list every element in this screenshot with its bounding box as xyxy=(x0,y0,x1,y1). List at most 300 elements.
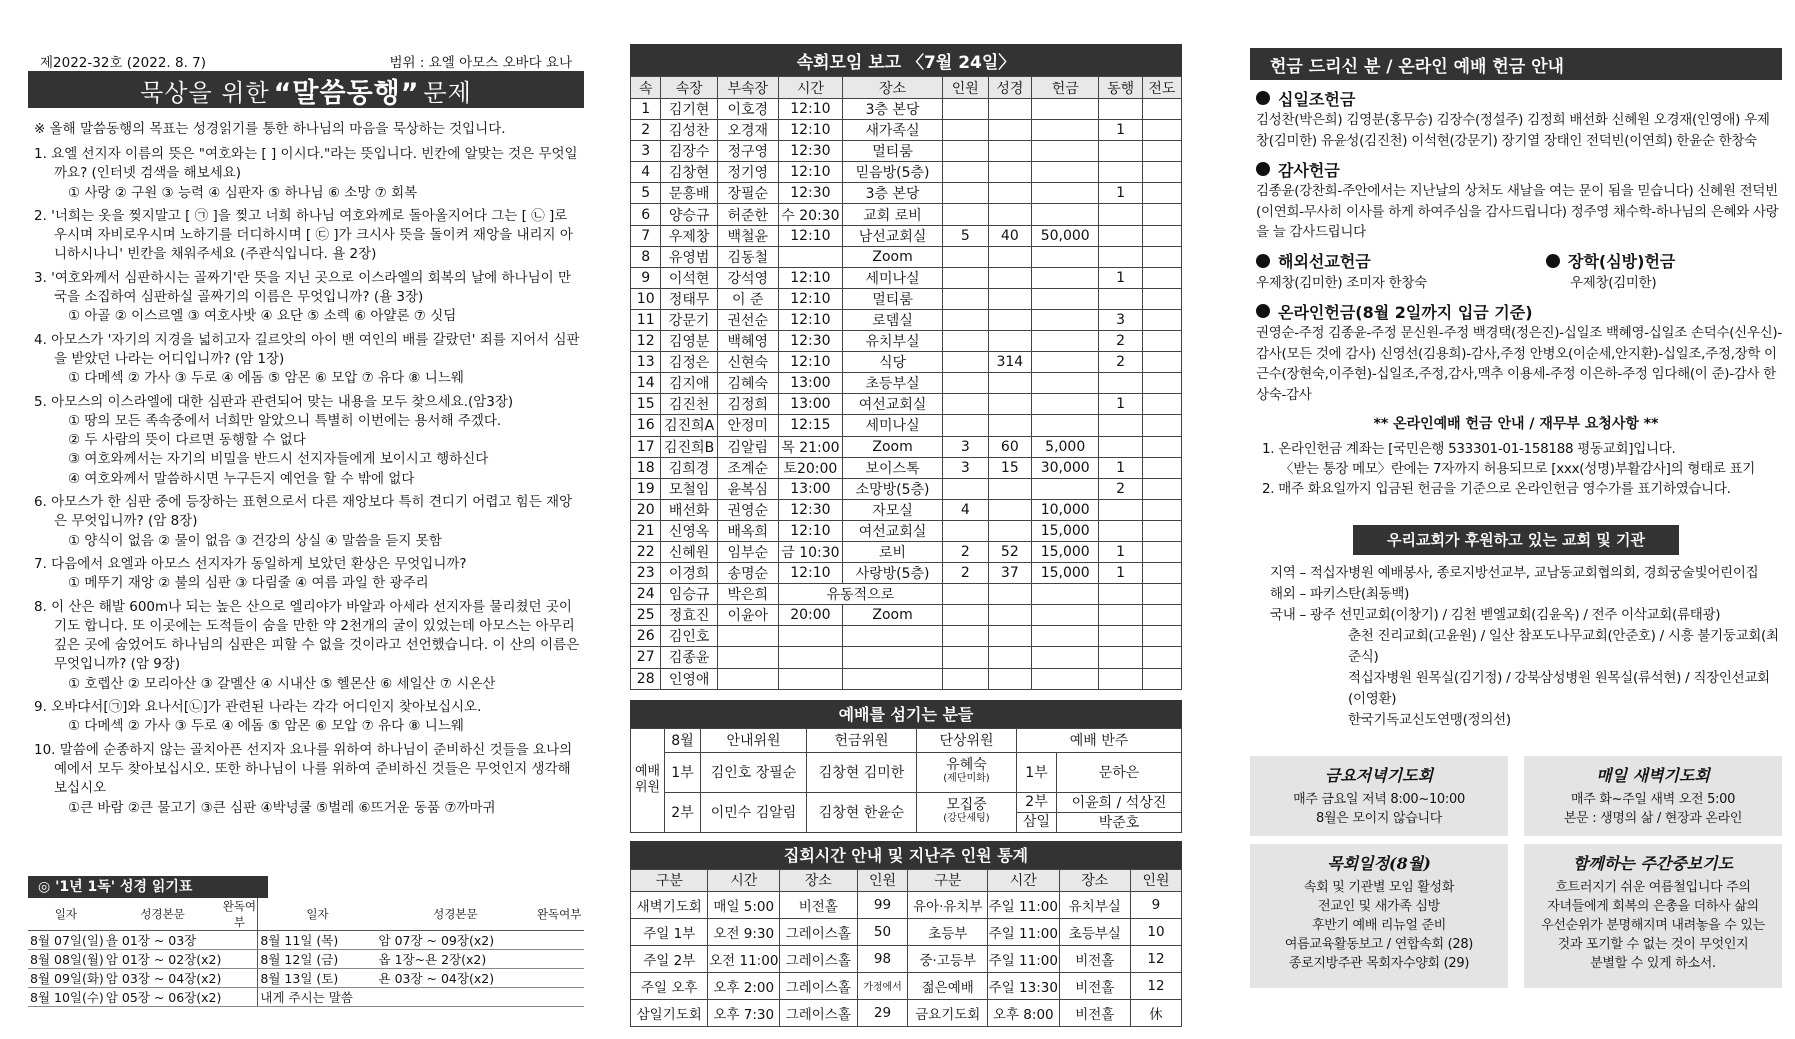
question-7 xyxy=(34,555,580,594)
table-row xyxy=(631,541,1182,562)
meeting-cell: 배옥희 xyxy=(717,520,778,541)
bullet-icon xyxy=(1256,162,1270,176)
issue-number: 제2022-32호 (2022. 8. 7) xyxy=(40,55,207,71)
altar-2: 모집중 (강단세팅) xyxy=(917,792,1017,832)
stats-cell: 젊은예배 xyxy=(908,972,988,999)
meeting-cell xyxy=(943,415,989,436)
stats-cell: 유치부실 xyxy=(1059,891,1130,918)
meeting-cell: 30,000 xyxy=(1032,457,1099,478)
question-1 xyxy=(34,145,580,203)
meeting-cell: 1 xyxy=(1099,394,1142,415)
meeting-header: 부속장 xyxy=(717,77,778,99)
meeting-cell xyxy=(988,183,1031,204)
meeting-cell: 신영옥 xyxy=(661,520,717,541)
meeting-cell: 19 xyxy=(631,478,661,499)
info-box xyxy=(1250,756,1508,836)
online-heading: 온라인헌금(8월 2일까지 입금 기준) xyxy=(1256,299,1782,323)
info-box-title: 금요저녁기도회 xyxy=(1324,766,1434,785)
meeting-cell: 15 xyxy=(631,394,661,415)
meeting-cell: 김알림 xyxy=(717,436,778,457)
question-list xyxy=(28,145,584,818)
meeting-cell: 60 xyxy=(988,436,1031,457)
reading-header: 일자 xyxy=(28,898,104,931)
table-row xyxy=(631,945,1182,972)
meeting-cell xyxy=(943,478,989,499)
meeting-cell: 28 xyxy=(631,668,661,689)
meeting-cell: 정기영 xyxy=(717,162,778,183)
meeting-cell xyxy=(988,120,1031,141)
meeting-cell xyxy=(1032,394,1099,415)
stats-cell: 오후 7:30 xyxy=(708,999,780,1026)
meeting-cell: 1 xyxy=(1099,563,1142,584)
meeting-cell: 12 xyxy=(631,331,661,352)
stats-cell: 주일 오후 xyxy=(631,972,708,999)
info-box-line: 속회 및 기관별 모임 활성화 xyxy=(1303,880,1455,895)
info-box-line: 자녀들에게 회복의 은총을 더하사 삶의 xyxy=(1547,899,1759,914)
reading-cell: 암 03장 ~ 04장(x2) xyxy=(104,969,222,988)
table-row xyxy=(631,436,1182,457)
meeting-cell: 24 xyxy=(631,584,661,605)
stats-cell: 그레이스홀 xyxy=(780,972,857,999)
meeting-cell xyxy=(943,183,989,204)
reading-cell: 8월 12일 (금) xyxy=(258,950,377,969)
meeting-cell: 7 xyxy=(631,225,661,246)
meeting-cell: 2 xyxy=(943,541,989,562)
meeting-cell: 12:10 xyxy=(778,225,842,246)
meeting-cell: 52 xyxy=(988,541,1031,562)
reading-cell: 8월 09일(화) xyxy=(28,969,104,988)
info-box xyxy=(1524,844,1782,988)
meeting-cell: 교회 로비 xyxy=(843,204,943,225)
table-row xyxy=(631,394,1182,415)
reading-cell: 옵 1장~욘 2장(x2) xyxy=(377,950,535,969)
meeting-cell: 11 xyxy=(631,309,661,330)
accomp-label-1: 1부 xyxy=(1017,752,1057,792)
table-row xyxy=(631,584,1182,605)
meeting-cell xyxy=(1099,162,1142,183)
meeting-cell: 김창현 xyxy=(661,162,717,183)
table-row xyxy=(631,331,1182,352)
stats-cell: 초등부실 xyxy=(1059,918,1130,945)
meeting-cell: 17 xyxy=(631,436,661,457)
meeting-cell: 2 xyxy=(1099,331,1142,352)
meeting-cell: 13 xyxy=(631,352,661,373)
meeting-cell: 새가족실 xyxy=(843,120,943,141)
online-notice-1: 1. 온라인헌금 계좌는 [국민은행 533301-01-158188 평동교회]입니다. 〈받는 통장 메모〉란에는 7자까지 허용되므로 [xxx(성명)부활감사]의 형태로 표기 xyxy=(1262,441,1756,477)
meeting-cell: 멀티룸 xyxy=(843,288,943,309)
stats-header: 시간 xyxy=(708,869,780,891)
question-6 xyxy=(34,493,580,551)
meeting-cell xyxy=(1099,499,1142,520)
offering-title: 헌금 드리신 분 / 온라인 예배 헌금 안내 xyxy=(1250,48,1782,80)
table-row xyxy=(631,563,1182,584)
meeting-cell: 유영범 xyxy=(661,246,717,267)
meeting-cell: 12:10 xyxy=(778,120,842,141)
meeting-cell: 강석영 xyxy=(717,267,778,288)
reading-cell xyxy=(221,988,258,1007)
table-row xyxy=(631,225,1182,246)
meeting-cell xyxy=(1142,141,1181,162)
meeting-cell: 김지애 xyxy=(661,373,717,394)
meeting-cell xyxy=(1032,204,1099,225)
meeting-cell xyxy=(1142,352,1181,373)
info-boxes xyxy=(1250,756,1782,988)
issue-header xyxy=(28,50,584,72)
meeting-cell: 여선교회실 xyxy=(843,394,943,415)
meeting-cell xyxy=(943,584,989,605)
info-box-line: 8월은 모이지 않습니다 xyxy=(1316,811,1442,826)
meeting-cell xyxy=(1142,520,1181,541)
meeting-cell xyxy=(988,647,1031,668)
meeting-cell xyxy=(988,99,1031,120)
reading-cell: 암 07장 ~ 09장(x2) xyxy=(377,931,535,950)
meeting-cell xyxy=(988,605,1031,626)
meeting-cell: 4 xyxy=(631,162,661,183)
meeting-cell: 이 준 xyxy=(717,288,778,309)
question-2 xyxy=(34,207,580,265)
meeting-cell xyxy=(1142,162,1181,183)
meeting-cell: 10,000 xyxy=(1032,499,1099,520)
reading-cell: 8월 08일(월) xyxy=(28,950,104,969)
meeting-cell: 김진희B xyxy=(661,436,717,457)
meeting-cell: 김희경 xyxy=(661,457,717,478)
meeting-cell xyxy=(943,309,989,330)
meeting-cell xyxy=(1032,288,1099,309)
meeting-cell: 임부순 xyxy=(717,541,778,562)
meeting-cell xyxy=(1099,584,1142,605)
stats-cell: 가정에서 xyxy=(857,972,908,999)
meeting-cell xyxy=(717,626,778,647)
meeting-cell xyxy=(1032,352,1099,373)
reading-range: 범위 : 요엘 아모스 오바다 요나 xyxy=(389,55,572,71)
meeting-cell: 1 xyxy=(1099,267,1142,288)
stats-cell: 98 xyxy=(857,945,908,972)
meeting-cell xyxy=(943,204,989,225)
meeting-cell xyxy=(778,626,842,647)
meeting-cell xyxy=(1142,288,1181,309)
meeting-cell: 자모실 xyxy=(843,499,943,520)
meeting-cell: 김기현 xyxy=(661,99,717,120)
reading-row xyxy=(28,950,584,969)
meeting-cell xyxy=(1142,436,1181,457)
stats-cell: 중·고등부 xyxy=(908,945,988,972)
meeting-cell: 2 xyxy=(1099,478,1142,499)
meeting-cell xyxy=(1142,373,1181,394)
meeting-cell xyxy=(1099,225,1142,246)
scholarship-list: 우제창(김미한) xyxy=(1570,274,1657,291)
question-text: 4. 아모스가 '자기의 지경을 넓히고자 길르앗의 아이 밴 여인의 배를 갈랐던' 죄를 지어서 심판을 받았던 나라는 어디입니까? (암 1장) xyxy=(34,331,580,367)
meeting-cell: 13:00 xyxy=(778,478,842,499)
meeting-report-title: 속회모임 보고 〈7월 24일〉 xyxy=(630,44,1182,76)
reading-cell xyxy=(534,988,584,1007)
stats-cell: 비전홀 xyxy=(1059,945,1130,972)
meeting-report-table xyxy=(630,76,1182,690)
meeting-cell: 12:10 xyxy=(778,288,842,309)
meeting-cell xyxy=(1032,605,1099,626)
meeting-cell: 3 xyxy=(631,141,661,162)
meeting-header: 인원 xyxy=(943,77,989,99)
meeting-cell xyxy=(1032,183,1099,204)
meeting-cell xyxy=(1032,141,1099,162)
meeting-cell xyxy=(988,267,1031,288)
meeting-cell xyxy=(1142,246,1181,267)
meeting-cell: 50,000 xyxy=(1032,225,1099,246)
table-row xyxy=(631,918,1182,945)
meeting-cell xyxy=(1032,626,1099,647)
table-row xyxy=(631,204,1182,225)
stats-cell: 12 xyxy=(1130,972,1181,999)
meeting-cell xyxy=(1032,331,1099,352)
support-list: 지역 – 적십자병원 예배봉사, 종로지방선교부, 교남동교회협의회, 경희궁술빛어린이집 해외 – 파키스탄(최동백) 국내 – 광주 선민교회(이창기) / 김천 벧엘교회(김윤옥) / 전주 이삭교회(류태광) 춘천 진리교회(고윤원) / 일산 참포도나무교회(안준호) / 시흥 불기둥교회(최준식) 적십자병원 원목실(김기정) / 강북삼성병원 원목실(류석현) / 직장인선교회(이영환) 한국기독교신도연맹(정의선) xyxy=(1270,565,1779,728)
reading-header: 완독여부 xyxy=(222,899,257,929)
stats-cell: 비전홀 xyxy=(1059,999,1130,1026)
meeting-cell xyxy=(1142,99,1181,120)
meeting-cell: 12:30 xyxy=(778,183,842,204)
meeting-header: 전도 xyxy=(1142,77,1181,99)
meeting-cell xyxy=(1032,267,1099,288)
info-box-line: 것과 포기할 수 없는 것이 무엇인지 xyxy=(1557,937,1749,952)
meeting-cell xyxy=(778,647,842,668)
meeting-cell: 박은희 xyxy=(717,584,778,605)
meeting-cell: 12:15 xyxy=(778,415,842,436)
meeting-cell xyxy=(943,520,989,541)
meeting-cell: 2 xyxy=(943,563,989,584)
reading-cell xyxy=(534,950,584,969)
meeting-cell xyxy=(778,668,842,689)
meeting-cell xyxy=(943,605,989,626)
meeting-cell xyxy=(1099,668,1142,689)
meeting-cell: 강문기 xyxy=(661,309,717,330)
meeting-cell: 22 xyxy=(631,541,661,562)
meeting-cell: 문흥배 xyxy=(661,183,717,204)
meeting-cell: 세미나실 xyxy=(843,415,943,436)
stats-header: 인원 xyxy=(857,869,908,891)
info-box-line: 본문 : 생명의 삶 / 현장과 온라인 xyxy=(1563,811,1743,826)
table-row xyxy=(631,246,1182,267)
tithe-heading: 십일조헌금 xyxy=(1256,86,1782,110)
bullet-icon xyxy=(1546,254,1560,268)
meeting-cell: 수 20:30 xyxy=(778,204,842,225)
meeting-cell: 1 xyxy=(1099,120,1142,141)
question-options: ③ 여호와께서는 자기의 비밀을 반드시 선지자들에게 보이시고 행하신다 xyxy=(68,451,489,468)
question-options: ① 땅의 모든 족속중에서 너희만 알았으니 특별히 이번에는 용서해 주겠다. xyxy=(68,412,502,429)
meeting-cell: 남선교회실 xyxy=(843,225,943,246)
offering-1: 김창현 김미한 xyxy=(807,752,917,792)
table-row xyxy=(631,288,1182,309)
tithe-list: 김성찬(박은희) 김영분(홍무승) 김장수(정설주) 김정희 배선화 신혜원 오경재(인영애) 우제창(김미한) 유윤성(김진천) 이석현(강문기) 장기열 장태인 전덕빈(이연희) 한윤순 한창숙 xyxy=(1256,112,1770,149)
meeting-cell xyxy=(1032,162,1099,183)
question-text: 3. '여호와께서 심판하시는 골짜기'란 뜻을 지닌 곳으로 이스라엘의 회복의 날에 하나님이 만국을 소집하여 심판하실 골짜기의 이름은 무엇입니까? (욜 3장) xyxy=(34,269,571,306)
meeting-cell xyxy=(1142,415,1181,436)
support-title: 우리교회가 후원하고 있는 교회 및 기관 xyxy=(1353,525,1679,555)
stats-cell: 주일 11:00 xyxy=(987,918,1059,945)
stats-cell: 10 xyxy=(1130,918,1181,945)
reading-cell: 8월 07일(일) xyxy=(28,931,104,950)
mission-heading: 해외선교헌금 xyxy=(1256,249,1516,273)
meeting-cell xyxy=(1032,478,1099,499)
info-box-line: 후반기 예배 리뉴얼 준비 xyxy=(1311,918,1447,933)
meeting-cell xyxy=(988,499,1031,520)
worship-servers-table xyxy=(630,728,1182,833)
table-row xyxy=(631,499,1182,520)
altar-header: 단상위원 xyxy=(917,728,1017,752)
table-row xyxy=(631,183,1182,204)
meeting-cell: 송명순 xyxy=(717,563,778,584)
meeting-cell: 2 xyxy=(1099,352,1142,373)
meeting-cell xyxy=(843,626,943,647)
meeting-cell xyxy=(943,331,989,352)
meeting-cell: 12:10 xyxy=(778,267,842,288)
reading-cell: 8월 10일(수) xyxy=(28,988,104,1007)
meeting-cell: 사랑방(5층) xyxy=(843,563,943,584)
meeting-cell: 21 xyxy=(631,520,661,541)
meeting-cell xyxy=(717,668,778,689)
service-2: 2부 xyxy=(665,792,701,832)
stats-cell: 休 xyxy=(1130,999,1181,1026)
meeting-cell xyxy=(1099,436,1142,457)
question-options: ① 호렙산 ② 모리아산 ③ 갈멜산 ④ 시내산 ⑤ 헬몬산 ⑥ 세일산 ⑦ 시온산 xyxy=(68,675,496,692)
question-text: 10. 말씀에 순종하지 않는 골치아픈 선지자 요나를 위하여 하나님이 준비하신 것들을 요나의 예에서 모두 찾아보십시오. 또한 하나님이 나를 위하여 준비하신 것들은 무엇인지 생각해보십시오 xyxy=(34,741,573,797)
meeting-cell: 8 xyxy=(631,246,661,267)
table-row xyxy=(631,267,1182,288)
stats-header: 장소 xyxy=(1059,869,1130,891)
meeting-cell xyxy=(1142,331,1181,352)
meeting-cell: 장필순 xyxy=(717,183,778,204)
guide-2: 이민수 김알림 xyxy=(701,792,807,832)
info-box-line: 분별할 수 있게 하소서. xyxy=(1590,956,1716,971)
meeting-cell: 정구영 xyxy=(717,141,778,162)
reading-plan xyxy=(28,876,584,1007)
info-box-title: 함께하는 주간중보기도 xyxy=(1572,854,1734,873)
meeting-cell: 유치부실 xyxy=(843,331,943,352)
meeting-cell: 유동적으로 xyxy=(778,584,942,605)
table-row xyxy=(631,373,1182,394)
table-row xyxy=(631,478,1182,499)
meeting-header: 성경 xyxy=(988,77,1031,99)
meeting-cell: 3 xyxy=(943,436,989,457)
meeting-header: 장소 xyxy=(843,77,943,99)
meeting-cell xyxy=(1032,647,1099,668)
stats-cell: 삼일기도회 xyxy=(631,999,708,1026)
meeting-cell: 금 10:30 xyxy=(778,541,842,562)
bullet-icon xyxy=(1256,304,1270,318)
meeting-header: 헌금 xyxy=(1032,77,1099,99)
reading-cell xyxy=(221,950,258,969)
question-options: ② 두 사람의 뜻이 다르면 동행할 수 없다 xyxy=(68,432,306,449)
meeting-cell: 27 xyxy=(631,647,661,668)
meeting-cell xyxy=(943,162,989,183)
meeting-cell: 임승규 xyxy=(661,584,717,605)
altar-1: 유혜숙 (제단미화) xyxy=(917,752,1017,792)
meeting-cell xyxy=(1142,225,1181,246)
table-row xyxy=(631,972,1182,999)
table-row xyxy=(631,520,1182,541)
meeting-cell: 정태무 xyxy=(661,288,717,309)
meeting-cell: 12:10 xyxy=(778,563,842,584)
meeting-cell: 15,000 xyxy=(1032,563,1099,584)
meeting-cell: 보이스톡 xyxy=(843,457,943,478)
meeting-cell: 20 xyxy=(631,499,661,520)
meeting-cell: 15,000 xyxy=(1032,520,1099,541)
stats-cell: 주일 1부 xyxy=(631,918,708,945)
meeting-cell xyxy=(1142,541,1181,562)
meeting-cell xyxy=(988,141,1031,162)
reading-row xyxy=(28,988,584,1007)
meeting-cell: 1 xyxy=(631,99,661,120)
meeting-cell xyxy=(988,331,1031,352)
meeting-cell xyxy=(1142,120,1181,141)
question-options: ①큰 바람 ②큰 물고기 ③큰 심판 ④박넝쿨 ⑤벌레 ⑥뜨거운 동품 ⑦까마귀 xyxy=(68,799,496,816)
reading-table xyxy=(28,898,584,1007)
meeting-cell xyxy=(1142,457,1181,478)
worship-month: 8월 xyxy=(665,728,701,752)
meeting-cell xyxy=(1099,415,1142,436)
meeting-cell xyxy=(943,246,989,267)
meeting-cell: 20:00 xyxy=(778,605,842,626)
online-list: 권영순-주정 김종윤-주정 문신원-주정 백경택(정은진)-십일조 백혜영-십일조 손덕수(신우신)-감사(모든 것에 감사) 신영선(김용희)-감사,주정 안병오(이순세,안지환)-십일조,주정,장학 이근수(장현숙,이주현)-십일조,주정,감사,맥추 이용세-주정 이은하-주정 임다해(이 준)-감사 한상숙-감사 xyxy=(1256,325,1782,403)
accomp-1: 문하은 xyxy=(1057,752,1182,792)
meeting-cell: 윤복심 xyxy=(717,478,778,499)
meeting-cell xyxy=(943,288,989,309)
meeting-cell xyxy=(1142,563,1181,584)
bullet-icon xyxy=(1256,91,1270,105)
meeting-cell xyxy=(1032,668,1099,689)
meeting-cell xyxy=(943,141,989,162)
meeting-cell xyxy=(1142,668,1181,689)
meeting-cell xyxy=(1142,605,1181,626)
meeting-cell: 모철임 xyxy=(661,478,717,499)
worship-servers-title: 예배를 섬기는 분들 xyxy=(630,700,1182,728)
question-options: ① 사랑 ② 구원 ③ 능력 ④ 심판자 ⑤ 하나님 ⑥ 소망 ⑦ 회복 xyxy=(68,184,418,201)
meeting-header: 동행 xyxy=(1099,77,1142,99)
question-options: ① 다메섹 ② 가사 ③ 두로 ④ 에돔 ⑤ 암몬 ⑥ 모압 ⑦ 유다 ⑧ 니느웨 xyxy=(68,370,464,387)
meeting-cell xyxy=(943,626,989,647)
stats-header: 장소 xyxy=(780,869,857,891)
meeting-stats-table xyxy=(630,869,1182,1027)
meeting-cell: 김종윤 xyxy=(661,647,717,668)
info-box xyxy=(1524,756,1782,836)
meeting-cell: 23 xyxy=(631,563,661,584)
stats-cell: 12 xyxy=(1130,945,1181,972)
table-row xyxy=(631,999,1182,1026)
meeting-cell xyxy=(943,668,989,689)
meeting-cell: 신혜원 xyxy=(661,541,717,562)
table-row xyxy=(631,626,1182,647)
meeting-cell xyxy=(1099,520,1142,541)
meeting-cell xyxy=(1099,288,1142,309)
meeting-cell: 김혜숙 xyxy=(717,373,778,394)
meeting-cell: 인영애 xyxy=(661,668,717,689)
meeting-cell: Zoom xyxy=(843,605,943,626)
meeting-cell: 2 xyxy=(631,120,661,141)
meeting-cell: 15,000 xyxy=(1032,541,1099,562)
stats-cell: 유아·유치부 xyxy=(908,891,988,918)
meeting-cell xyxy=(988,162,1031,183)
meeting-cell: 12:30 xyxy=(778,141,842,162)
info-box-title: 매일 새벽기도회 xyxy=(1596,766,1710,785)
table-row xyxy=(631,605,1182,626)
question-9 xyxy=(34,698,580,737)
meeting-cell xyxy=(1099,204,1142,225)
stats-cell: 주일 11:00 xyxy=(987,891,1059,918)
meeting-cell: 김동철 xyxy=(717,246,778,267)
meeting-cell xyxy=(988,246,1031,267)
reading-cell xyxy=(534,931,584,950)
meeting-cell: 김인호 xyxy=(661,626,717,647)
question-options: ① 아골 ② 이스르엘 ③ 여호사밧 ④ 요단 ⑤ 소렉 ⑥ 아얄론 ⑦ 싯딤 xyxy=(68,308,457,325)
meeting-cell xyxy=(1142,584,1181,605)
meeting-cell: 이석현 xyxy=(661,267,717,288)
